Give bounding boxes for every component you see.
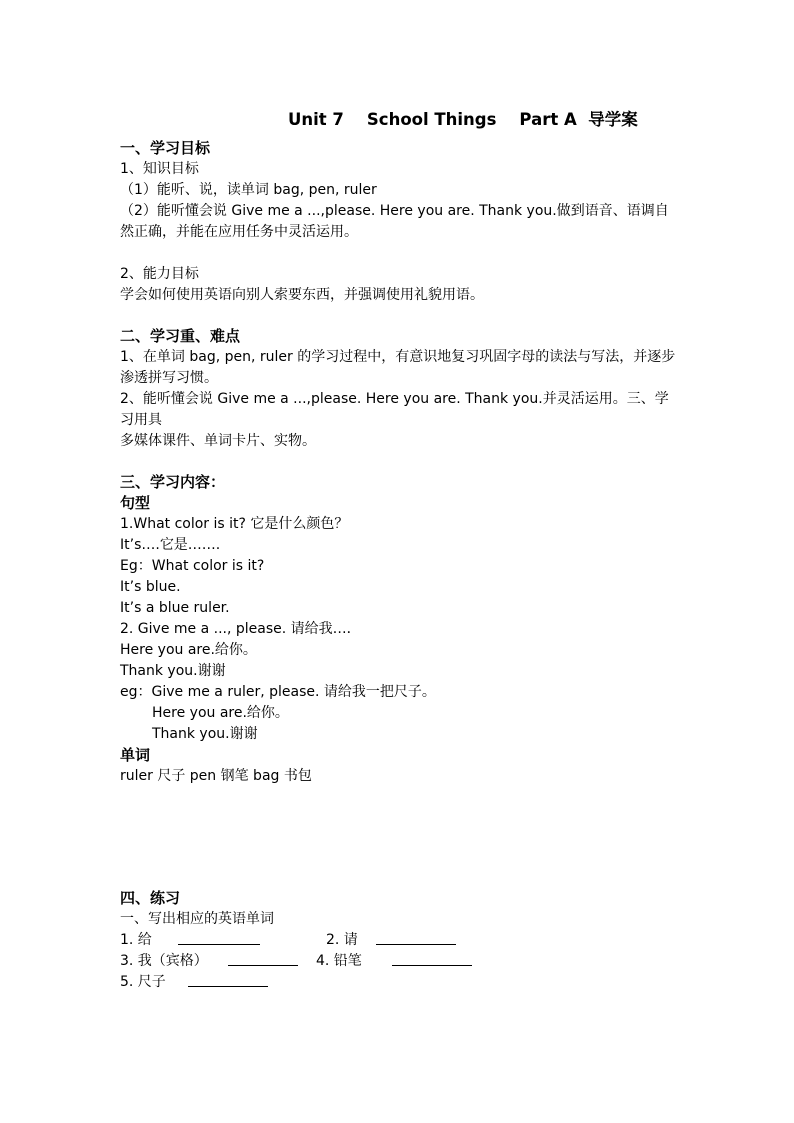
ability-text: 学会如何使用英语向别人索要东西，并强调使用礼貌用语。 <box>120 287 484 303</box>
sentences-heading: 句型 <box>120 494 151 512</box>
title-unit: Unit 7 <box>288 110 344 129</box>
practice-subheading: 一、写出相应的英语单词 <box>120 911 274 927</box>
sentence-line-indented: Thank you.谢谢 <box>152 726 258 742</box>
section-content <box>120 472 680 787</box>
page-title <box>288 106 638 130</box>
sentence-line: Thank you.谢谢 <box>120 663 226 679</box>
section-focus <box>120 326 680 452</box>
focus-point-2: 2、能听懂会说 Give me a ...,please. Here you are. Thank you.并灵活运用。三、学习用具 <box>120 391 669 428</box>
tools-text: 多媒体课件、单词卡片、实物。 <box>120 433 316 449</box>
answer-blank[interactable] <box>392 951 472 966</box>
title-part: Part A <box>519 110 577 129</box>
exercise-row <box>120 930 680 951</box>
sentence-line: It’s….它是……. <box>120 537 221 553</box>
exercise-label: 5. 尺子 <box>120 974 166 990</box>
sentence-line: eg：Give me a ruler, please. 请给我一把尺子。 <box>120 684 436 700</box>
title-topic: School Things <box>366 110 497 129</box>
answer-blank[interactable] <box>376 930 456 945</box>
sentence-line: It’s blue. <box>120 579 181 595</box>
answer-blank[interactable] <box>178 930 260 945</box>
section-goals <box>120 138 680 306</box>
sentence-line: Eg：What color is it? <box>120 558 265 574</box>
words-heading: 单词 <box>120 746 151 764</box>
knowledge-item-1: （1）能听、说，读单词 bag, pen, ruler <box>120 182 377 198</box>
content-heading: 三、学习内容： <box>120 473 226 491</box>
knowledge-heading: 1、知识目标 <box>120 161 199 177</box>
sentence-line-indented: Here you are.给你。 <box>152 705 289 721</box>
exercise-row <box>120 972 680 993</box>
section-practice <box>120 888 680 993</box>
sentence-line: It’s a blue ruler. <box>120 600 230 616</box>
goals-heading: 一、学习目标 <box>120 139 211 157</box>
sentence-line: 1.What color is it? 它是什么颜色？ <box>120 516 349 532</box>
sentence-line: Here you are.给你。 <box>120 642 257 658</box>
answer-blank[interactable] <box>188 972 268 987</box>
focus-heading: 二、学习重、难点 <box>120 327 241 345</box>
exercise-label: 1. 给 <box>120 932 152 948</box>
sentence-line: 2. Give me a ..., please. 请给我…． <box>120 621 361 637</box>
exercise-label: 4. 铅笔 <box>316 953 362 969</box>
knowledge-item-2: （2）能听懂会说 Give me a ...,please. Here you are. Thank you.做到语音、语调自然正确，并能在应用任务中灵活运用。 <box>120 203 669 240</box>
answer-blank[interactable] <box>228 951 298 966</box>
exercise-row <box>120 951 680 972</box>
title-label: 导学案 <box>588 110 638 129</box>
focus-point-1: 1、在单词 bag, pen, ruler 的学习过程中，有意识地复习巩固字母的读法与写法，并逐步渗透拼写习惯。 <box>120 349 676 386</box>
practice-heading: 四、练习 <box>120 889 181 907</box>
words-list: ruler 尺子 pen 钢笔 bag 书包 <box>120 768 312 784</box>
exercise-label: 3. 我（宾格） <box>120 953 208 969</box>
exercise-label: 2. 请 <box>326 932 358 948</box>
ability-heading: 2、能力目标 <box>120 266 199 282</box>
